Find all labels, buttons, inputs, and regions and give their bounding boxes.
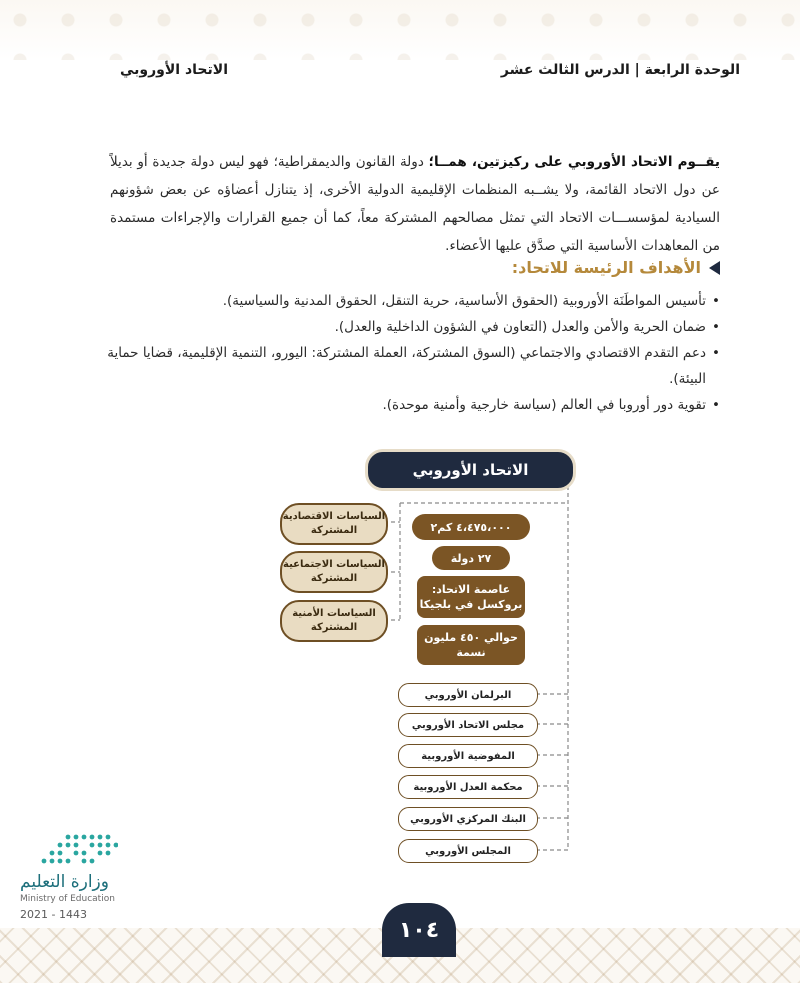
page-number: ١٠٤: [382, 903, 456, 957]
ministry-english-name: Ministry of Education: [20, 894, 115, 904]
stat-area: ٤،٤٧٥،٠٠٠ كم٢: [412, 514, 530, 540]
unit-lesson-title: الوحدة الرابعة | الدرس الثالث عشر: [500, 62, 740, 78]
stat-population: حوالي ٤٥٠ مليون نسمة: [417, 625, 525, 665]
stat-capital: عاصمة الاتحاد: بروكسل في بلجيكا: [417, 576, 525, 618]
goal-item: • دعم التقدم الاقتصادي والاجتماعي (السوق المشتركة، العملة المشتركة: اليورو، التنمية الإقليمية، قضايا حماية البيئة).: [100, 340, 720, 392]
topic-title: الاتحاد الأوروبي: [120, 62, 228, 78]
policy-social: السياسات الاجتماعية المشتركة: [280, 551, 388, 593]
policy-economic: السياسات الاقتصادية المشتركة: [280, 503, 388, 545]
institution-commission: المفوضية الأوروبية: [398, 744, 538, 768]
policy-security: السياسات الأمنية المشتركة: [280, 600, 388, 642]
institution-european-council: المجلس الأوروبي: [398, 839, 538, 863]
intro-bold: يقــوم الاتحاد الأوروبي على ركيزتين، همــا؛: [428, 154, 720, 170]
ministry-logo: [18, 832, 148, 922]
stat-countries: ٢٧ دولة: [432, 546, 510, 570]
edition-year: 2021 - 1443: [20, 908, 87, 921]
ministry-arabic-name: وزارة التعليم: [20, 872, 109, 892]
goals-heading-text: الأهداف الرئيسة للاتحاد:: [511, 258, 701, 277]
goal-item: • تأسيس المواطَنَة الأوروبية (الحقوق الأساسية، حرية التنقل، الحقوق المدنية والسياسية).: [100, 288, 720, 314]
ministry-dots-icon: [18, 832, 118, 868]
institution-parliament: البرلمان الأوروبي: [398, 683, 538, 707]
institution-council-eu: مجلس الاتحاد الأوروبي: [398, 713, 538, 737]
institution-central-bank: البنك المركزي الأوروبي: [398, 807, 538, 831]
diagram-title: الاتحاد الأوروبي: [365, 449, 576, 491]
institution-court: محكمة العدل الأوروبية: [398, 775, 538, 799]
goal-item: • ضمان الحرية والأمن والعدل (التعاون في الشؤون الداخلية والعدل).: [100, 314, 720, 340]
goal-item: • تقوية دور أوروبا في العالم (سياسة خارجية وأمنية موحدة).: [100, 392, 720, 418]
intro-text: دولة القانون والديمقراطية؛ فهو ليس دولة جديدة أو بديلاً عن دول الاتحاد القائمة، ولا يشــبه المنظمات الإقليمية الدولية الأخرى، إذ يتنازل أعضاؤه عن بعض شؤونهم السيادية لمؤسســـات الاتحاد التي تمثل مصالحهم المشتركة معاً، كما أن جميع القرارات والإجراءات مستمدة من المعاهدات الأساسية التي صدَّق عليها الأعضاء.: [110, 154, 720, 254]
